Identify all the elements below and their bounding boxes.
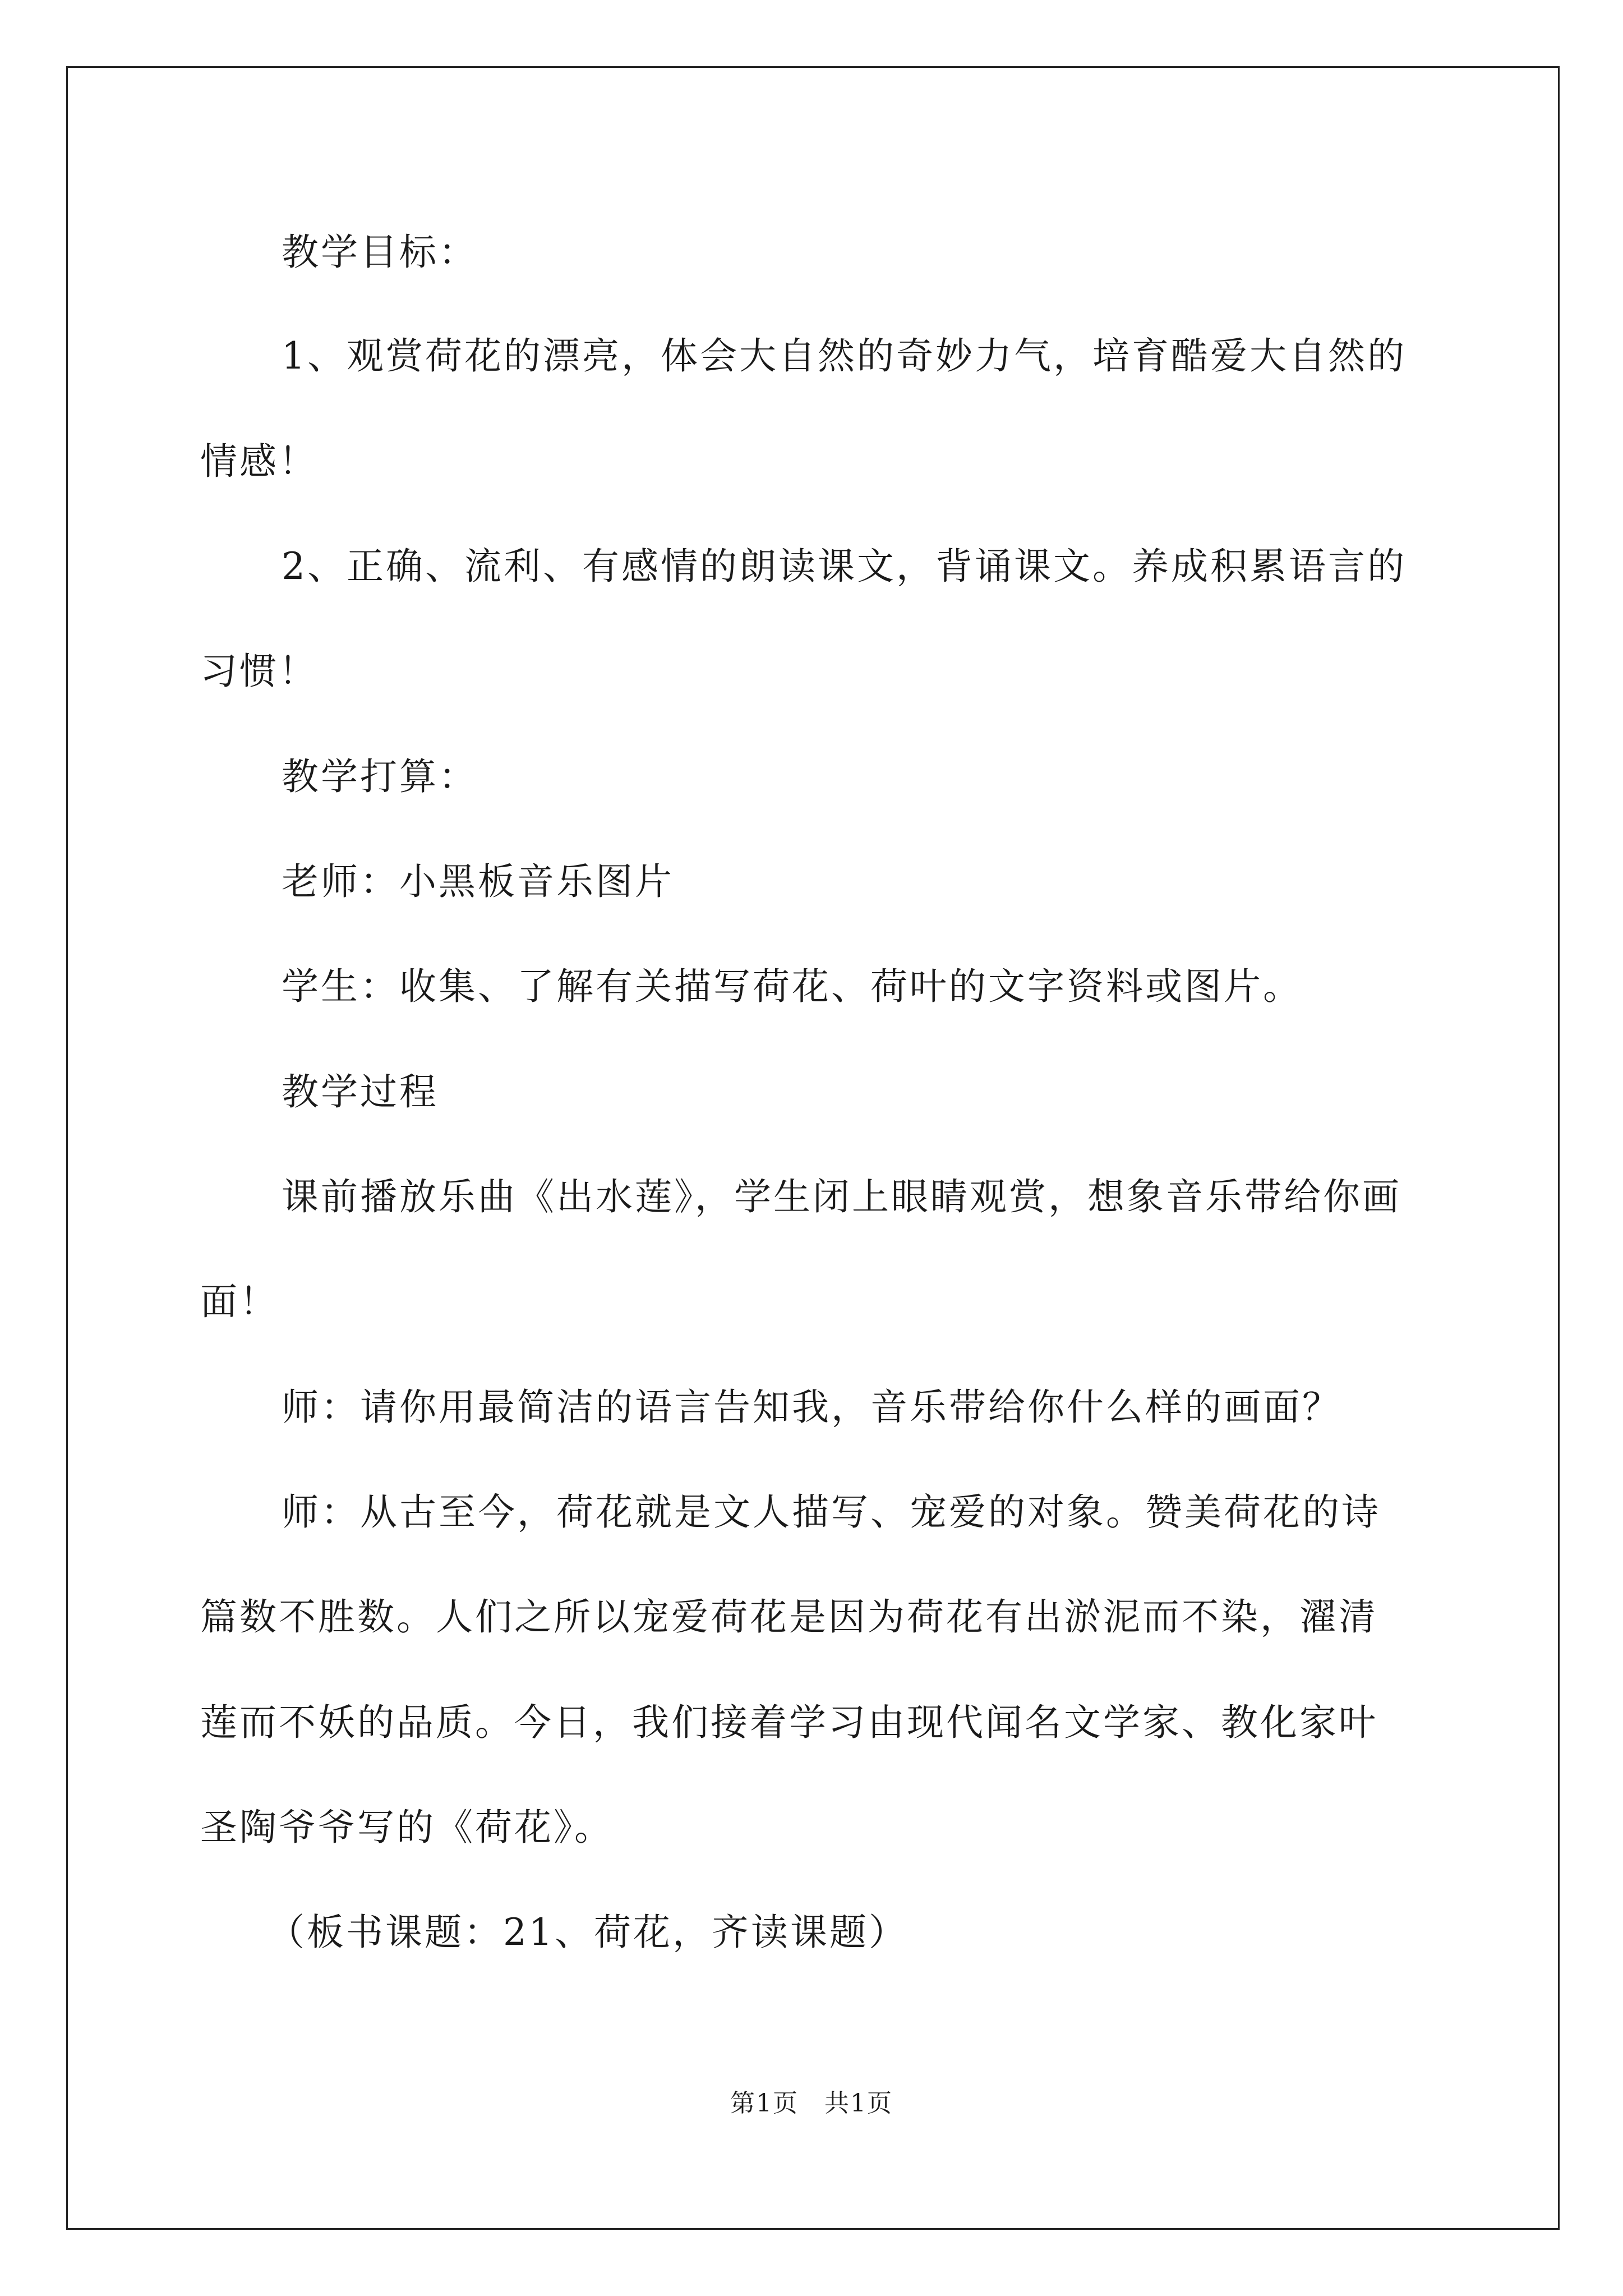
paragraph-line: 情感！ (200, 440, 318, 483)
page-number-footer: 第1页 共1页 (730, 2089, 893, 2118)
heading-teaching-plan: 教学打算： (282, 755, 478, 798)
paragraph-line: 课前播放乐曲《出水莲》，学生闭上眼睛观赏，想象音乐带给你画 (282, 1175, 1401, 1218)
paragraph-line: 学生：收集、了解有关描写荷花、荷叶的文字资料或图片。 (282, 965, 1302, 1008)
paragraph-line: 师：从古至今，荷花就是文人描写、宠爱的对象。赞美荷花的诗 (282, 1490, 1381, 1534)
heading-teaching-process: 教学过程 (282, 1070, 439, 1114)
paragraph-line: 老师：小黑板音乐图片 (282, 860, 674, 903)
paragraph-line: 习惯！ (200, 650, 318, 693)
paragraph-line: 篇数不胜数。人们之所以宠爱荷花是因为荷花有出淤泥而不染，濯清 (200, 1595, 1378, 1639)
heading-teaching-goals: 教学目标： (282, 231, 478, 274)
paragraph-line: 面！ (200, 1280, 279, 1323)
paragraph-line: 师：请你用最简洁的语言告知我，音乐带给你什么样的画面？ (282, 1386, 1341, 1429)
paragraph-line: 莲而不妖的品质。今日，我们接着学习由现代闻名文学家、教化家叶 (200, 1701, 1378, 1744)
paragraph-line: 1、观赏荷花的漂亮，体会大自然的奇妙力气，培育酷爱大自然的 (282, 334, 1407, 378)
page-border (66, 66, 1560, 2230)
paragraph-line: （板书课题：21、荷花，齐读课题） (268, 1911, 908, 1954)
paragraph-line: 2、正确、流利、有感情的朗读课文，背诵课文。养成积累语言的 (282, 545, 1407, 588)
paragraph-line: 圣陶爷爷写的《荷花》。 (200, 1806, 614, 1849)
